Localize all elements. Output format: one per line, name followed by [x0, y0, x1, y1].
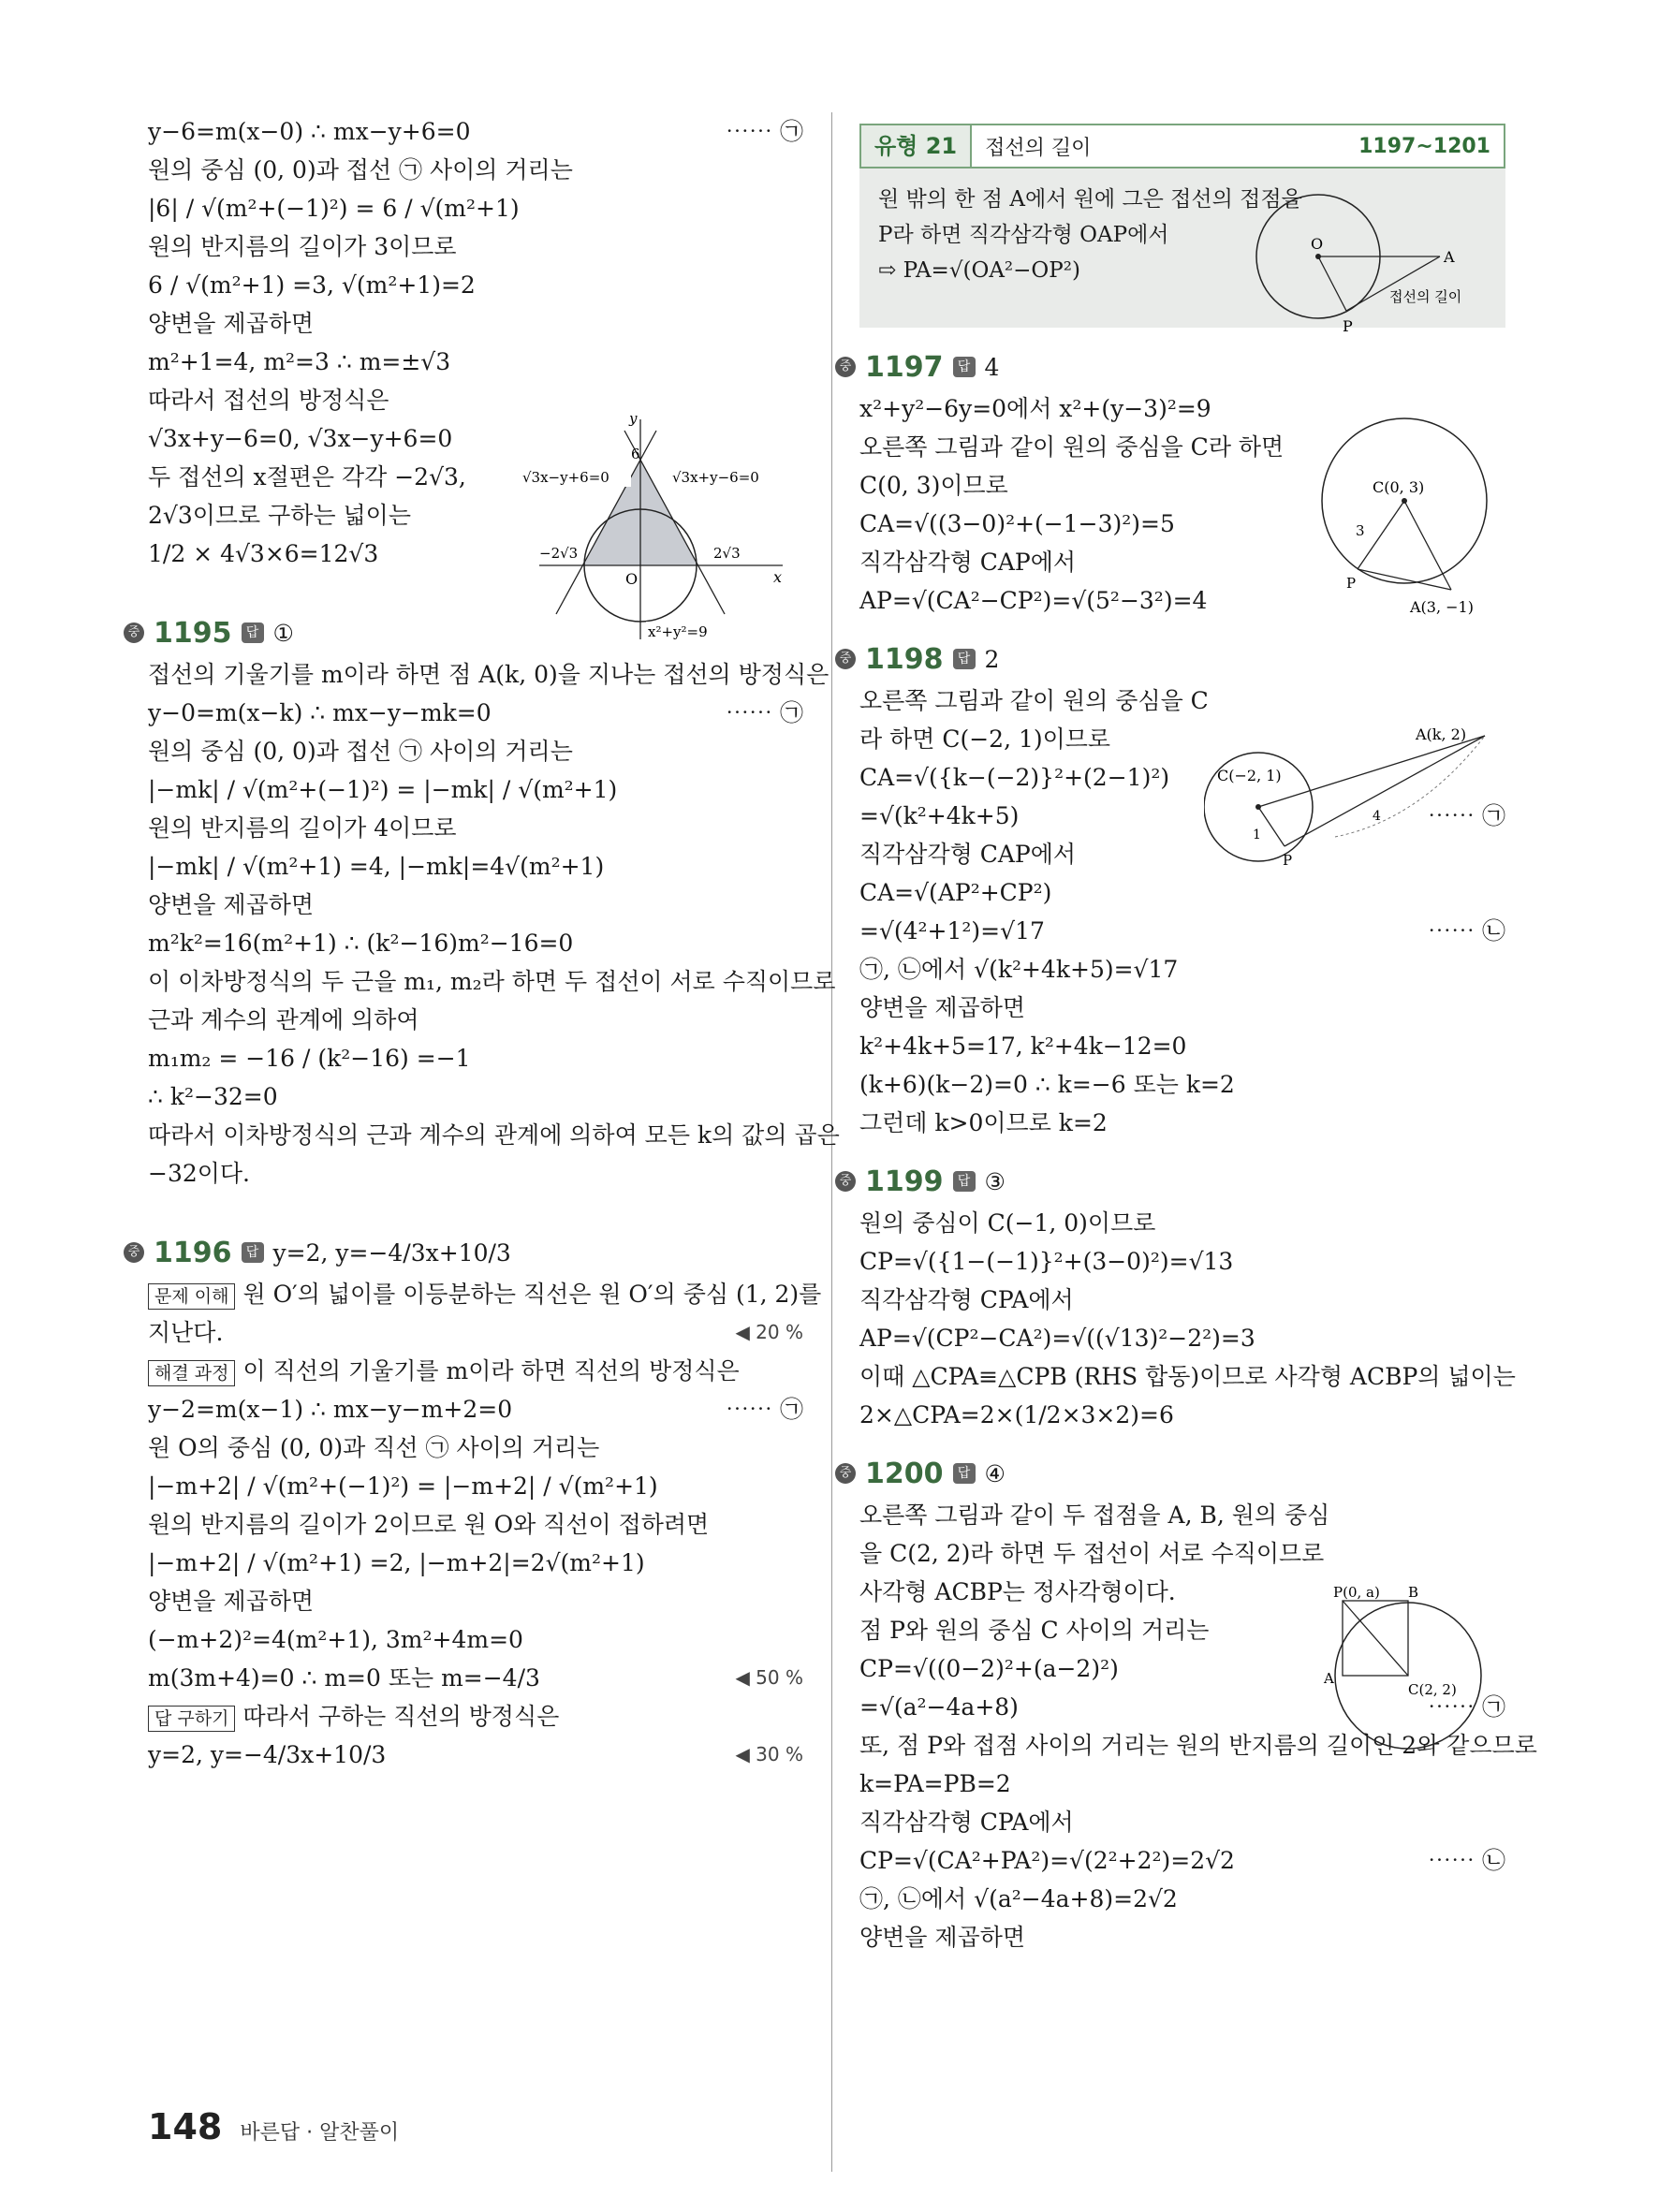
caption: 접선의 길이 [1389, 288, 1462, 305]
solution-line [859, 1396, 1505, 1434]
problem-number: 1199 [865, 1165, 944, 1198]
origin-label: O [625, 570, 639, 588]
solution-line [148, 732, 803, 770]
line-text: 원의 중심이 C(−1, 0)이므로 [859, 1209, 1156, 1237]
line-text: |6| / √(m²+(−1)²) = 6 / √(m²+1) [148, 195, 520, 222]
line-text: (−m+2)²=4(m²+1), 3m²+4m=0 [148, 1626, 523, 1653]
type-summary-text [878, 182, 1302, 288]
line-text: 오른쪽 그림과 같이 원의 중심을 C라 하면 [859, 433, 1285, 461]
solution-line [859, 1281, 1505, 1319]
solution-line [148, 655, 830, 694]
answer-badge: 답 [242, 623, 264, 643]
problem-number: 1198 [865, 642, 944, 676]
line-text: CP=√(CA²+PA²)=√(2²+2²)=2√2 [859, 1847, 1235, 1874]
line-text: 2√3이므로 구하는 넓이는 [148, 502, 411, 529]
level-badge: 중 [124, 623, 144, 643]
tangent-length-figure [1253, 183, 1496, 333]
line-text: 점 P와 원의 중심 C 사이의 거리는 [859, 1617, 1210, 1644]
equation-mark: ⋯⋯ ㉡ [1428, 917, 1505, 945]
answer: y=2, y=−4/3x+10/3 [272, 1238, 511, 1267]
solution-line [148, 304, 803, 343]
solution-line [859, 1319, 1505, 1357]
solution-line [859, 912, 1505, 950]
answer: 4 [984, 353, 1000, 381]
circle-equation-label: x²+y²=9 [648, 623, 708, 640]
segment-op [1318, 256, 1346, 311]
line-text: k²+4k+5=17, k²+4k−12=0 [859, 1033, 1187, 1060]
solution-line [859, 1357, 1516, 1396]
y-intercept-label: 6 [631, 446, 640, 462]
tangent-pa [1285, 736, 1485, 846]
solution-line [148, 770, 803, 809]
line-text: 이 이차방정식의 두 근을 m₁, m₂라 하면 두 접선이 서로 수직이므로 [148, 968, 836, 995]
line-text: 2×△CPA=2×(1/2×3×2)=6 [859, 1401, 1174, 1428]
line-text: 양변을 제곱하면 [859, 1924, 1025, 1951]
line-text: CP=√((0−2)²+(a−2)²) [859, 1655, 1119, 1682]
line-text: CA=√(AP²+CP²) [859, 879, 1052, 906]
solution-line [148, 1001, 803, 1039]
dotted-arc [1335, 736, 1485, 837]
problem-1197-figure [1301, 412, 1507, 627]
line-text: |−mk| / √(m²+1) =4, |−mk|=4√(m²+1) [148, 853, 605, 880]
line-text: ㉠, ㉡에서 √(a²−4a+8)=2√2 [859, 1885, 1178, 1912]
line-text: 양변을 제곱하면 [859, 994, 1025, 1021]
line-text: 원의 중심 (0, 0)과 접선 ㉠ 사이의 거리는 [148, 738, 573, 765]
line-text: |−m+2| / √(m²+1) =2, |−m+2|=2√(m²+1) [148, 1549, 645, 1576]
problem-1196-solution [148, 1390, 803, 1697]
center-dot [1315, 254, 1321, 259]
line-text: |−mk| / √(m²+(−1)²) = |−mk| / √(m²+1) [148, 776, 618, 803]
solution-line [148, 962, 836, 1001]
page-footer [148, 2106, 399, 2147]
right-x-intercept: 2√3 [713, 545, 741, 562]
line-text: =√(a²−4a+8) [859, 1693, 1019, 1721]
tangent-pa [1358, 569, 1451, 590]
line-text: 원 O′의 넓이를 이등분하는 직선은 원 O′의 중심 (1, 2)를 [242, 1281, 822, 1308]
solution-line [148, 1039, 803, 1077]
solution-line [148, 112, 803, 151]
solution-line [859, 681, 1505, 720]
solution-line [148, 1505, 803, 1544]
line-text: 지난다. [148, 1319, 224, 1346]
equation-mark: ⋯⋯ ㉠ [726, 1396, 803, 1423]
line-text: m²+1=4, m²=3 ∴ m=±√3 [148, 348, 451, 375]
problem-1199-header [835, 1159, 1505, 1204]
summary-line: P라 하면 직각삼각형 OAP에서 [878, 223, 1169, 247]
solution-line [148, 1544, 803, 1582]
problem-1200-header [835, 1451, 1505, 1496]
center-dot [1402, 498, 1407, 504]
line-text: −32이다. [148, 1160, 251, 1187]
answer: 2 [984, 645, 1000, 673]
solution-line [148, 1428, 803, 1467]
label-o: O [1311, 235, 1324, 253]
label-p: P [1283, 852, 1293, 869]
line-text: AP=√(CP²−CA²)=√((√13)²−2²)=3 [859, 1325, 1255, 1352]
solution-line [148, 1620, 803, 1659]
left-column [127, 112, 840, 1774]
line-text: CP=√({1−(−1)}²+(3−0)²)=√13 [859, 1248, 1234, 1275]
solution-line [148, 266, 803, 304]
solution-line [148, 1697, 803, 1736]
line-text: 원 O의 중심 (0, 0)과 직선 ㉠ 사이의 거리는 [148, 1434, 600, 1461]
line-text: 또, 점 P와 접점 사이의 거리는 원의 반지름의 길이인 2와 같으므로 [859, 1732, 1537, 1759]
right-line-label: √3x+y−6=0 [672, 469, 759, 486]
answer: ④ [984, 1459, 1006, 1487]
solution-line [859, 1027, 1505, 1065]
line-text: y−0=m(x−k) ∴ mx−y−mk=0 [148, 699, 492, 726]
line-text: =√(4²+1²)=√17 [859, 917, 1045, 945]
problem-1196-header [124, 1230, 803, 1275]
line-text: 원의 반지름의 길이가 4이므로 [148, 814, 457, 842]
step-tag-process: 해결 과정 [148, 1360, 235, 1386]
solution-line [859, 1065, 1505, 1104]
level-badge: 중 [124, 1242, 144, 1263]
summary-line: ⇨ PA=√(OA²−OP²) [878, 258, 1080, 283]
summary-line: 원 밖의 한 점 A에서 원에 그은 접선의 접점을 [878, 187, 1302, 212]
solution-line [148, 1275, 822, 1313]
type-title: 접선의 길이 [985, 136, 1092, 160]
solution-line [148, 1390, 803, 1428]
solution-line [148, 924, 803, 962]
line-text: y=2, y=−4/3x+10/3 [148, 1741, 387, 1768]
line-text: k=PA=PB=2 [859, 1770, 1011, 1797]
solution-line [859, 1496, 1505, 1534]
problem-1198-header [835, 637, 1505, 681]
solution-line [859, 1765, 1505, 1803]
problem-1200-figure [1320, 1578, 1507, 1756]
line-text: 따라서 구하는 직선의 방정식은 [242, 1703, 560, 1730]
equation-mark: ⋯⋯ ㉠ [726, 118, 803, 145]
problem-1197-header [835, 344, 1505, 389]
line-text: 두 접선의 x절편은 각각 −2√3, [148, 463, 466, 491]
line-text: 을 C(2, 2)라 하면 두 접선이 서로 수직이므로 [859, 1540, 1325, 1567]
solution-line [148, 227, 803, 266]
answer-badge: 답 [953, 357, 976, 377]
problem-number: 1197 [865, 350, 944, 384]
solution-line [148, 886, 803, 924]
solution-line [859, 950, 1505, 989]
line-text: 직각삼각형 CPA에서 [859, 1286, 1074, 1313]
tangent-triangle-figure [521, 410, 792, 644]
line-text: m²k²=16(m²+1) ∴ (k²−16)m²−16=0 [148, 930, 574, 957]
line-text: 직각삼각형 CPA에서 [859, 1809, 1074, 1836]
line-text: (k+6)(k−2)=0 ∴ k=−6 또는 k=2 [859, 1071, 1235, 1098]
line-text: 6 / √(m²+1) =3, √(m²+1)=2 [148, 271, 476, 299]
center-dot [1255, 804, 1261, 810]
line-text: 따라서 접선의 방정식은 [148, 387, 389, 414]
problem-1195-solution [148, 655, 840, 1193]
line-text: 오른쪽 그림과 같이 원의 중심을 C [859, 687, 1209, 714]
problem-1198-figure [1204, 717, 1504, 876]
solution-line [148, 1582, 803, 1620]
solution-line [148, 1116, 840, 1154]
line-text: m₁m₂ = −16 / (k²−16) =−1 [148, 1045, 471, 1072]
solution-line [859, 1534, 1505, 1573]
line-text: 원의 반지름의 길이가 3이므로 [148, 233, 457, 260]
label-b: B [1408, 1584, 1419, 1601]
line-text: 라 하면 C(−2, 1)이므로 [859, 725, 1111, 753]
solution-line [148, 809, 803, 847]
solution-line [859, 1918, 1505, 1956]
line-text: |−m+2| / √(m²+(−1)²) = |−m+2| / √(m²+1) [148, 1472, 658, 1500]
line-text: 이때 △CPA≡△CPB (RHS 합동)이므로 사각형 ACBP의 넓이는 [859, 1363, 1516, 1390]
solution-line [859, 1803, 1505, 1841]
solution-line [148, 694, 803, 732]
score-percent: ◀ 20 % [735, 1321, 803, 1343]
problem-1199-solution [859, 1204, 1516, 1434]
solution-line [148, 1154, 803, 1193]
step-tag-understand: 문제 이해 [148, 1283, 235, 1310]
line-text: =√(k²+4k+5) [859, 802, 1020, 829]
label-a: A [1444, 248, 1455, 266]
problem-number: 1196 [154, 1236, 232, 1269]
solution-line [148, 1352, 803, 1390]
segment-ca [1258, 736, 1485, 807]
left-line-label: √3x−y+6=0 [522, 469, 609, 486]
answer: ① [272, 619, 294, 647]
line-text: 따라서 이차방정식의 근과 계수의 관계에 의하여 모든 k의 값의 곱은 [148, 1121, 840, 1149]
answer: ③ [984, 1167, 1006, 1195]
radius-cp [1258, 807, 1285, 846]
line-text: y−2=m(x−1) ∴ mx−y−m+2=0 [148, 1396, 513, 1423]
label-c: C(2, 2) [1408, 1681, 1457, 1698]
solution-line [148, 847, 803, 886]
solution-line [148, 343, 803, 381]
line-text: 원의 중심 (0, 0)과 접선 ㉠ 사이의 거리는 [148, 156, 573, 183]
line-text: √3x+y−6=0, √3x−y+6=0 [148, 425, 453, 452]
solution-line [148, 151, 803, 189]
level-badge: 중 [835, 1463, 856, 1484]
line-text: 직각삼각형 CAP에서 [859, 841, 1077, 868]
solution-line [859, 989, 1505, 1027]
level-badge: 중 [835, 649, 856, 669]
line-text: AP=√(CA²−CP²)=√(5²−3²)=4 [859, 587, 1208, 614]
solution-line [148, 1077, 803, 1116]
type-label: 유형 21 [861, 125, 972, 167]
line-text: 이 직선의 기울기를 m이라 하면 직선의 방정식은 [242, 1357, 740, 1384]
solution-line [859, 873, 1505, 912]
solution-line [148, 189, 803, 227]
solution-line [859, 1841, 1505, 1880]
answer-badge: 답 [953, 649, 976, 669]
segment-ca [1404, 501, 1451, 590]
line-text: 1/2 × 4√3×6=12√3 [148, 540, 379, 567]
line-text: x²+y²−6y=0에서 x²+(y−3)²=9 [859, 395, 1211, 422]
label-p: P(0, a) [1333, 1584, 1380, 1601]
label-tangent-length: 4 [1373, 809, 1381, 824]
line-text: ㉠, ㉡에서 √(k²+4k+5)=√17 [859, 956, 1179, 983]
equation-mark: ⋯⋯ ㉠ [726, 699, 803, 726]
diagonal-cp [1343, 1601, 1408, 1676]
label-radius: 1 [1253, 828, 1261, 842]
line-text: C(0, 3)이므로 [859, 472, 1008, 499]
page-number: 148 [148, 2106, 223, 2147]
label-p: P [1346, 575, 1357, 592]
type-range: 1197~1201 [1358, 134, 1490, 158]
y-axis-label: y [629, 410, 638, 427]
type-header [859, 124, 1505, 168]
label-a: A [1324, 1670, 1334, 1687]
page-label: 바른답 · 알찬풀이 [240, 2121, 400, 2145]
answer-badge: 답 [242, 1242, 264, 1263]
solution-line [148, 1659, 803, 1697]
line-text: y−6=m(x−0) ∴ mx−y+6=0 [148, 118, 471, 145]
line-text: m(3m+4)=0 ∴ m=0 또는 m=−4/3 [148, 1664, 540, 1692]
line-text: 원의 반지름의 길이가 2이므로 원 O와 직선이 접하려면 [148, 1511, 710, 1538]
label-a: A(3, −1) [1410, 598, 1474, 616]
score-percent: ◀ 50 % [735, 1666, 803, 1689]
score-percent: ◀ 30 % [735, 1743, 803, 1765]
problem-number: 1195 [154, 616, 232, 650]
label-c: C(−2, 1) [1217, 767, 1282, 784]
line-text: ∴ k²−32=0 [148, 1083, 278, 1110]
label-p: P [1343, 317, 1353, 333]
solution-line [859, 1104, 1505, 1142]
level-badge: 중 [835, 1171, 856, 1192]
answer-badge: 답 [953, 1171, 976, 1192]
line-text: CA=√({k−(−2)}²+(2−1)²) [859, 764, 1170, 791]
left-x-intercept: −2√3 [539, 545, 579, 562]
level-badge: 중 [835, 357, 856, 377]
line-text: 근과 계수의 관계에 의하여 [148, 1006, 419, 1033]
line-text: 직각삼각형 CAP에서 [859, 549, 1077, 576]
solution-line [859, 1204, 1505, 1242]
solution-line [859, 1880, 1505, 1918]
line-text: 그런데 k>0이므로 k=2 [859, 1109, 1108, 1136]
label-c: C(0, 3) [1373, 478, 1425, 496]
line-text: 오른쪽 그림과 같이 두 접점을 A, B, 원의 중심 [859, 1502, 1330, 1529]
answer-badge: 답 [953, 1463, 976, 1484]
solution-line [148, 1467, 803, 1505]
line-text: 양변을 제곱하면 [148, 891, 314, 918]
equation-mark: ⋯⋯ ㉠ [1428, 1693, 1505, 1721]
line-text: 양변을 제곱하면 [148, 1588, 314, 1615]
step-tag-answer: 답 구하기 [148, 1706, 235, 1732]
equation-mark: ⋯⋯ ㉠ [1428, 802, 1505, 829]
solution-line [148, 1313, 803, 1352]
label-radius: 3 [1356, 522, 1365, 539]
line-text: 사각형 ACBP는 정사각형이다. [859, 1578, 1176, 1605]
label-a: A(k, 2) [1416, 725, 1467, 743]
line-text: 접선의 기울기를 m이라 하면 점 A(k, 0)을 지나는 접선의 방정식은 [148, 661, 830, 688]
equation-mark: ⋯⋯ ㉡ [1428, 1847, 1505, 1874]
solution-line [148, 1736, 803, 1774]
problem-number: 1200 [865, 1457, 944, 1490]
line-text: CA=√((3−0)²+(−1−3)²)=5 [859, 510, 1175, 537]
solution-line [859, 1242, 1505, 1281]
line-text: 양변을 제곱하면 [148, 310, 314, 337]
x-axis-label: x [773, 568, 783, 586]
